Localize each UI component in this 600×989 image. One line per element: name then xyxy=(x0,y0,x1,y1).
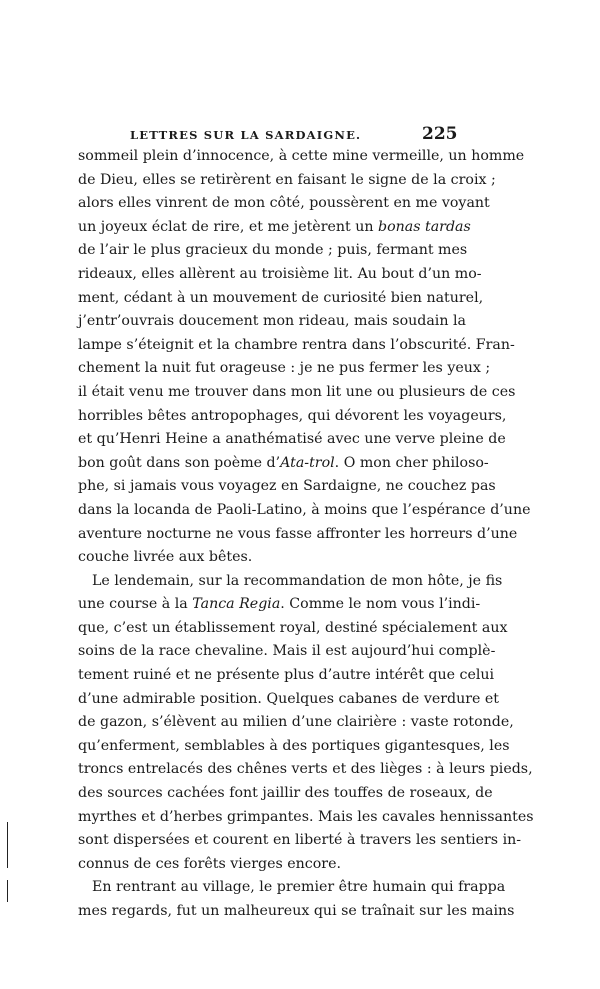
text-line xyxy=(78,145,525,169)
text-run: de l’air le plus gracieux du monde ; puis, fermant mes xyxy=(78,242,468,259)
text-line xyxy=(78,617,508,641)
text-line xyxy=(78,216,471,240)
text-line xyxy=(78,782,493,806)
text-run: sommeil plein d’innocence, à cette mine vermeille, un homme xyxy=(78,148,525,164)
text-run: aventure nocturne ne vous fasse affronter les horreurs d’une xyxy=(78,525,518,542)
text-run: chement la nuit fut orageuse : je ne pus fermer les yeux ; xyxy=(78,360,491,377)
text-line xyxy=(78,452,489,476)
text-line xyxy=(78,688,500,712)
text-run: lampe s’éteignit et la chambre rentra dans l’obscurité. Fran- xyxy=(78,336,515,353)
text-run: il était venu me trouver dans mon lit une ou plusieurs de ces xyxy=(78,383,516,400)
text-run: dans la locanda de Paoli-Latino, à moins que l’espérance d’une xyxy=(78,501,531,518)
text-line xyxy=(78,357,491,381)
text-line xyxy=(78,570,503,594)
text-run: et qu’Henri Heine a anathématisé avec une verve pleine de xyxy=(78,431,506,448)
text-run: des sources cachées font jaillir des touffes de roseaux, de xyxy=(78,785,493,802)
italic-text: Tanca Regia xyxy=(192,596,281,613)
text-line xyxy=(78,263,482,287)
text-run: qu’enferment, semblables à des portiques gigantesques, les xyxy=(78,737,510,754)
text-run: . O mon cher philoso- xyxy=(334,454,489,471)
text-run: connus de ces forêts vierges encore. xyxy=(78,855,341,872)
text-run: alors elles vinrent de mon côté, poussèrent en me voyant xyxy=(78,195,490,212)
text-line xyxy=(78,900,515,924)
text-line xyxy=(78,499,531,523)
text-run: phe, si jamais vous voyagez en Sardaigne, ne couchez pas xyxy=(78,478,496,495)
text-run: rideaux, elles allèrent au troisième lit. Au bout d’un mo- xyxy=(78,265,482,282)
text-line xyxy=(78,546,458,570)
text-line xyxy=(78,405,507,429)
text-run: tement ruiné et ne présente plus d’autre intérêt que celui xyxy=(78,667,495,684)
text-line xyxy=(78,239,468,263)
text-run: soins de la race chevaline. Mais il est aujourd’hui complè- xyxy=(78,643,496,660)
page-number: 225 xyxy=(422,124,458,144)
margin-rule-mark xyxy=(7,880,8,902)
text-line xyxy=(78,428,506,452)
text-run: un joyeux éclat de rire, et me jetèrent un xyxy=(78,218,379,235)
text-run: une course à la xyxy=(78,596,193,613)
text-line xyxy=(78,664,495,688)
running-title: LETTRES SUR LA SARDAIGNE. xyxy=(130,128,362,142)
text-run: que, c’est un établissement royal, destiné spécialement aux xyxy=(78,619,508,636)
text-run: troncs entrelacés des chênes verts et des lièges : à leurs pieds, xyxy=(78,761,533,778)
text-line xyxy=(78,640,496,664)
margin-rule-mark xyxy=(7,822,8,868)
text-run: ment, cédant à un mouvement de curiosité bien naturel, xyxy=(78,289,484,306)
text-line xyxy=(78,829,522,853)
text-line xyxy=(78,334,515,358)
text-run: d’une admirable position. Quelques cabanes de verdure et xyxy=(78,690,500,707)
body-text xyxy=(78,145,534,924)
text-run: Le lendemain, sur la recommandation de mon hôte, je fis xyxy=(92,572,503,589)
text-line xyxy=(78,381,516,405)
text-line xyxy=(78,758,533,782)
text-line xyxy=(78,593,481,617)
text-line xyxy=(78,475,496,499)
text-line xyxy=(78,169,496,193)
text-run: j’entr’ouvrais doucement mon rideau, mais soudain la xyxy=(78,313,466,330)
text-line xyxy=(78,523,518,547)
text-line xyxy=(78,806,534,830)
text-run: mes regards, fut un malheureux qui se traînait sur les mains xyxy=(78,903,515,919)
text-run: En rentrant au village, le premier être humain qui frappa xyxy=(92,879,506,896)
text-run: . Comme le nom vous l’indi- xyxy=(280,596,481,613)
italic-text: bonas tardas xyxy=(378,218,471,235)
text-run: horribles bêtes antropophages, qui dévorent les voyageurs, xyxy=(78,407,507,424)
text-line xyxy=(78,876,506,900)
text-run: myrthes et d’herbes grimpantes. Mais les cavales hennissantes xyxy=(78,808,534,825)
italic-text: Ata-trol xyxy=(280,454,335,471)
text-run: bon goût dans son poème d’ xyxy=(78,454,281,471)
text-line xyxy=(78,287,484,311)
text-run: de Dieu, elles se retirèrent en faisant le signe de la croix ; xyxy=(78,171,496,188)
text-line xyxy=(78,310,466,334)
text-run: de gazon, s’élèvent au milien d’une clairière : vaste rotonde, xyxy=(78,714,514,731)
text-line xyxy=(78,192,490,216)
text-run: sont dispersées et courent en liberté à travers les sentiers in- xyxy=(78,832,522,849)
text-run: couche livrée aux bêtes. xyxy=(78,549,253,566)
text-line xyxy=(78,853,458,877)
text-line xyxy=(78,711,514,735)
text-line xyxy=(78,735,510,759)
